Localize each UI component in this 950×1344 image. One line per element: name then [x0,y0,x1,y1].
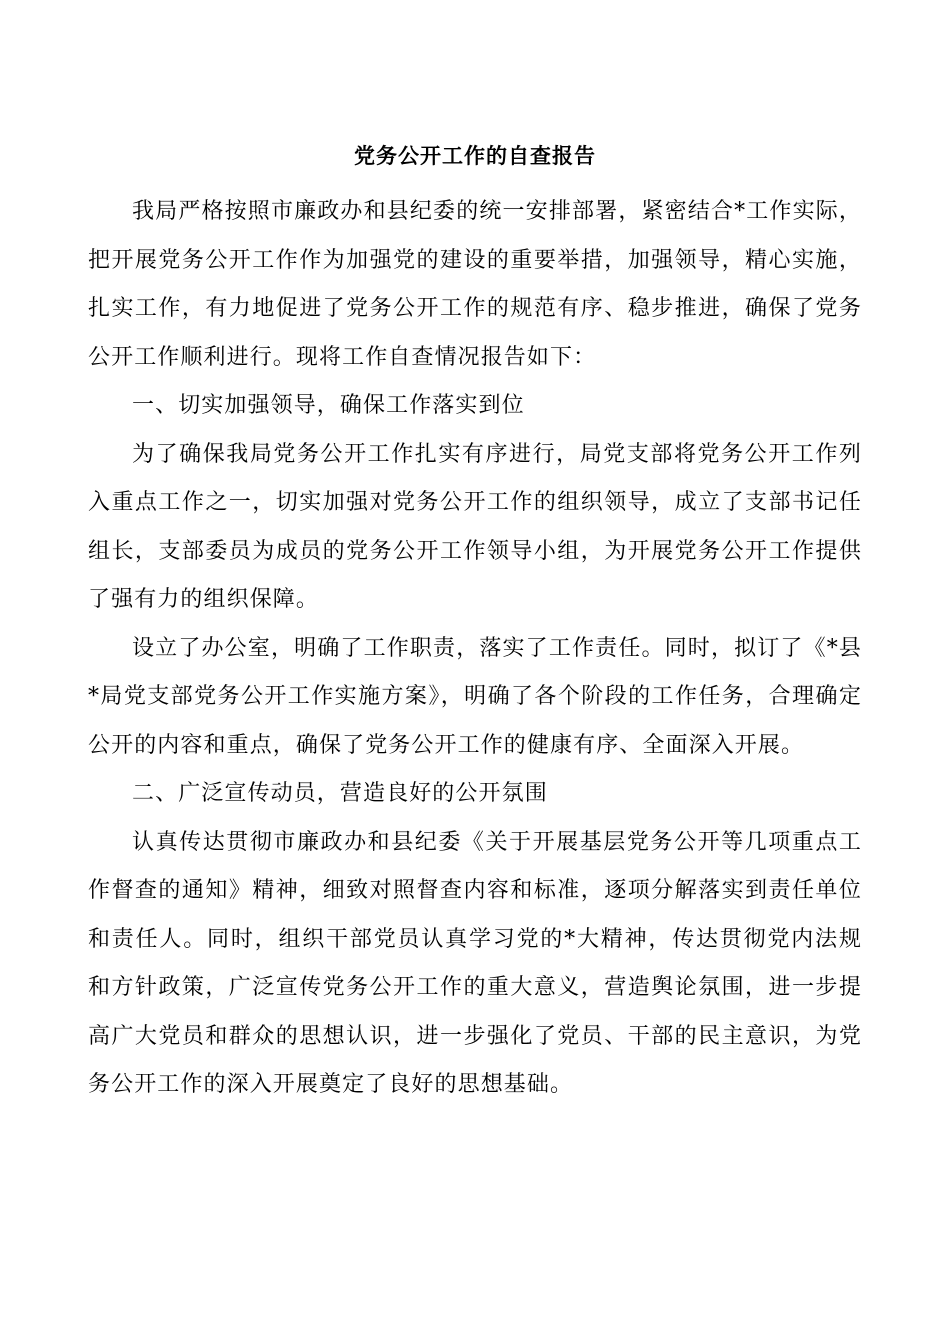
paragraph-section1-1: 为了确保我局党务公开工作扎实有序进行，局党支部将党务公开工作列入重点工作之一，切实加强对党务公开工作的组织领导，成立了支部书记任组长，支部委员为成员的党务公开工作领导小组，为开展党务公开工作提供了强有力的组织保障。 [88,441,862,612]
document-page [88,0,862,1344]
paragraph-intro: 我局严格按照市廉政办和县纪委的统一安排部署，紧密结合*工作实际，把开展党务公开工作作为加强党的建设的重要举措，加强领导，精心实施，扎实工作，有力地促进了党务公开工作的规范有序、稳步推进，确保了党务公开工作顺利进行。现将工作自查情况报告如下： [88,199,862,370]
paragraph-section1-2: 设立了办公室，明确了工作职责，落实了工作责任。同时，拟订了《*县*局党支部党务公开工作实施方案》，明确了各个阶段的工作任务，合理确定公开的内容和重点，确保了党务公开工作的健康有序、全面深入开展。 [88,635,862,758]
section-heading-2: 二、广泛宣传动员，营造良好的公开氛围 [132,781,548,806]
document-body [88,188,862,1110]
paragraph-section2-1: 认真传达贯彻市廉政办和县纪委《关于开展基层党务公开等几项重点工作督查的通知》精神，细致对照督查内容和标准，逐项分解落实到责任单位和责任人。同时，组织干部党员认真学习党的*大精神，传达贯彻党内法规和方针政策，广泛宣传党务公开工作的重大意义，营造舆论氛围，进一步提高广大党员和群众的思想认识，进一步强化了党员、干部的民主意识，为党务公开工作的深入开展奠定了良好的思想基础。 [88,829,862,1097]
section-heading-1: 一、切实加强领导，确保工作落实到位 [132,393,525,418]
document-title: 党务公开工作的自查报告 [354,143,596,168]
